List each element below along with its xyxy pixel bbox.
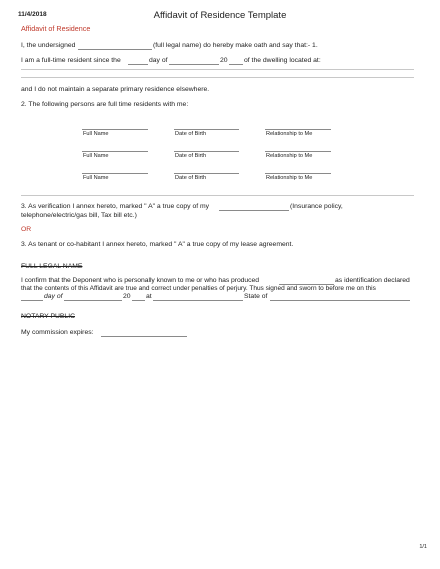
print-date: 11/4/2018 bbox=[18, 11, 47, 18]
resident-1-dob-label: Date of Birth bbox=[175, 131, 207, 137]
verification-text: 3. As verification I annex hereto, marked " A" a true copy of my bbox=[21, 203, 210, 210]
resident-1-name-line bbox=[82, 129, 148, 130]
day-of-label: day of bbox=[149, 57, 168, 64]
month-blank bbox=[169, 64, 219, 65]
resident-3-dob-label: Date of Birth bbox=[175, 175, 207, 181]
sworn-at-label: at bbox=[146, 293, 152, 300]
residents-intro-text: 2. The following persons are full time residents with me: bbox=[21, 101, 189, 108]
or-label: OR bbox=[21, 226, 32, 233]
address-line-1 bbox=[21, 69, 414, 70]
resident-1-dob-line bbox=[174, 129, 239, 130]
resident-3-name-label: Full Name bbox=[83, 175, 109, 181]
resident-1-rel-line bbox=[265, 129, 331, 130]
sworn-year-blank bbox=[132, 300, 145, 301]
state-blank bbox=[270, 300, 410, 301]
sworn-century-label: 20 bbox=[123, 293, 131, 300]
sworn-place-blank bbox=[153, 300, 243, 301]
resident-2-dob-line bbox=[174, 151, 239, 152]
commission-blank bbox=[101, 336, 187, 337]
resident-since-label: I am a full-time resident since the bbox=[21, 57, 121, 64]
state-of-label: State of bbox=[244, 293, 268, 300]
oath-text: (full legal name) do hereby make oath and say that:- 1. bbox=[153, 42, 318, 49]
document-heading: Affidavit of Residence bbox=[21, 24, 91, 33]
confirm-text-c: that the contents of this Affidavit are true and correct under penalties of perjury. Thus signed and sworn to before me on this bbox=[21, 285, 376, 292]
resident-2-rel-label: Relationship to Me bbox=[266, 153, 313, 159]
tenant-text: 3. As tenant or co-habitant I annex hereto, marked " A" a true copy of my lease agreement. bbox=[21, 241, 294, 248]
sworn-day-blank bbox=[21, 300, 43, 301]
document-type-blank bbox=[219, 210, 289, 211]
year-blank bbox=[229, 64, 243, 65]
resident-2-name-label: Full Name bbox=[83, 153, 109, 159]
full-name-blank bbox=[78, 49, 152, 50]
full-legal-name-signature: FULL LEGAL NAME bbox=[21, 263, 83, 270]
document-examples-b: telephone/electric/gas bill, Tax bill etc.) bbox=[21, 212, 137, 219]
day-blank bbox=[128, 64, 148, 65]
document-examples-a: (Insurance policy, bbox=[290, 203, 343, 210]
undersigned-label: I, the undersigned bbox=[21, 42, 76, 49]
section-divider bbox=[21, 195, 414, 196]
notary-public-signature: NOTARY PUBLIC bbox=[21, 313, 76, 320]
sworn-month-blank bbox=[64, 300, 122, 301]
resident-3-rel-line bbox=[265, 173, 331, 174]
resident-3-rel-label: Relationship to Me bbox=[266, 175, 313, 181]
address-line-2 bbox=[21, 77, 414, 78]
resident-3-name-line bbox=[82, 173, 148, 174]
page-title: Affidavit of Residence Template bbox=[153, 10, 287, 21]
resident-1-name-label: Full Name bbox=[83, 131, 109, 137]
confirm-text-a: I confirm that the Deponent who is personally known to me or who has produced bbox=[21, 277, 259, 284]
confirm-text-b: as identification declared bbox=[335, 277, 410, 284]
no-other-residence-text: and I do not maintain a separate primary residence elsewhere. bbox=[21, 86, 210, 93]
dwelling-label: of the dwelling located at: bbox=[244, 57, 321, 64]
century-label: 20 bbox=[220, 57, 228, 64]
resident-2-dob-label: Date of Birth bbox=[175, 153, 207, 159]
resident-2-name-line bbox=[82, 151, 148, 152]
resident-3-dob-line bbox=[174, 173, 239, 174]
resident-1-rel-label: Relationship to Me bbox=[266, 131, 313, 137]
sworn-day-of-label: day of bbox=[44, 293, 63, 300]
resident-2-rel-line bbox=[265, 151, 331, 152]
commission-label: My commission expires: bbox=[21, 329, 94, 336]
page-number: 1/1 bbox=[419, 544, 427, 550]
